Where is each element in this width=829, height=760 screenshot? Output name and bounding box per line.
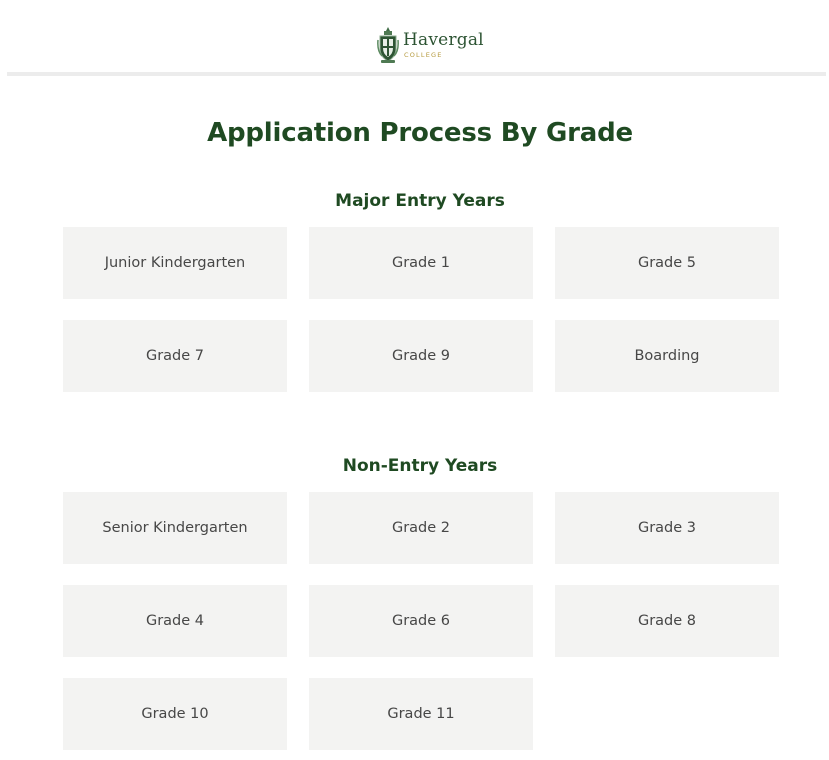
grade-card-grade-8[interactable]: Grade 8 xyxy=(555,585,779,657)
grade-card-grade-10[interactable]: Grade 10 xyxy=(63,678,287,750)
grade-card-junior-kindergarten[interactable]: Junior Kindergarten xyxy=(63,227,287,299)
havergal-logo[interactable] xyxy=(377,26,484,64)
non-entry-grid xyxy=(63,492,779,750)
site-header xyxy=(7,0,826,72)
grade-card-grade-5[interactable]: Grade 5 xyxy=(555,227,779,299)
major-entry-grid xyxy=(63,227,779,392)
grade-card-senior-kindergarten[interactable]: Senior Kindergarten xyxy=(63,492,287,564)
non-entry-heading: Non-Entry Years xyxy=(342,456,498,476)
logo-subtitle: COLLEGE xyxy=(404,50,443,59)
grade-card-grade-1[interactable]: Grade 1 xyxy=(309,227,533,299)
page-title: Application Process By Grade xyxy=(207,118,633,148)
grade-card-grade-7[interactable]: Grade 7 xyxy=(63,320,287,392)
header-divider xyxy=(7,72,826,76)
grade-card-grade-2[interactable]: Grade 2 xyxy=(309,492,533,564)
grade-card-boarding[interactable]: Boarding xyxy=(555,320,779,392)
grade-card-grade-11[interactable]: Grade 11 xyxy=(309,678,533,750)
grade-card-grade-3[interactable]: Grade 3 xyxy=(555,492,779,564)
grade-card-grade-9[interactable]: Grade 9 xyxy=(309,320,533,392)
grade-card-grade-4[interactable]: Grade 4 xyxy=(63,585,287,657)
major-entry-heading: Major Entry Years xyxy=(335,191,505,211)
logo-name: Havergal xyxy=(403,29,484,50)
grade-card-grade-6[interactable]: Grade 6 xyxy=(309,585,533,657)
crest-icon xyxy=(377,26,399,64)
